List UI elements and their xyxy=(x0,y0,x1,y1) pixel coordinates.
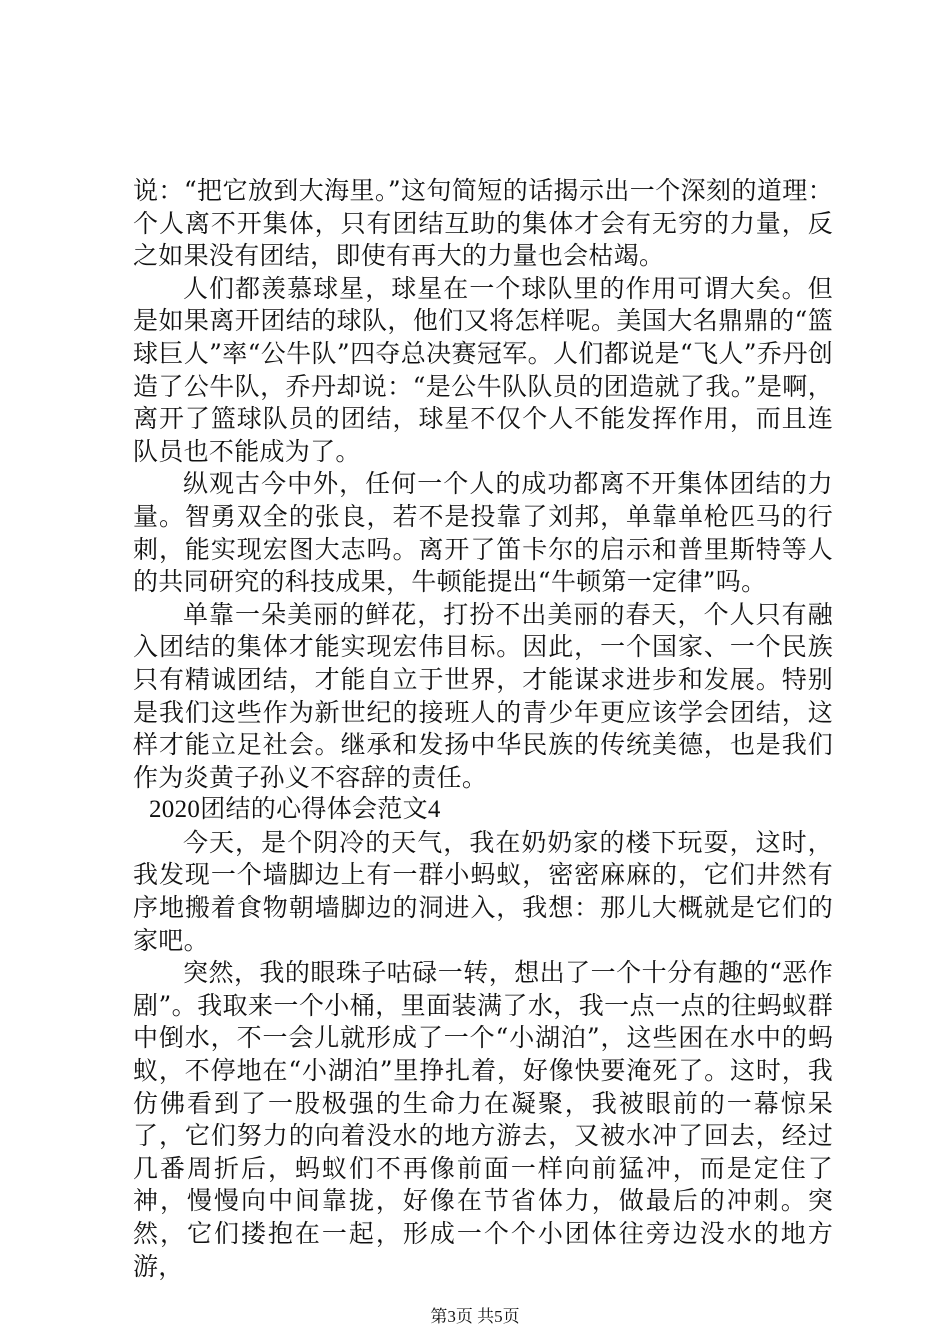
paragraph-conclusion: 单靠一朵美丽的鲜花，打扮不出美丽的春天，个人只有融入团结的集体才能实现宏伟目标。因此，一个国家、一个民族只有精诚团结，才能自立于世界，才能谋求进步和发展。特别是我们这些作为新世纪的接班人的青少年更应该学会团结，这样才能立足社会。继承和发扬中华民族的传统美德，也是我们作为炎黄子孙义不容辞的责任。 xyxy=(133,599,833,792)
paragraph-ants-intro: 今天，是个阴冷的天气，我在奶奶家的楼下玩耍，这时，我发现一个墙脚边上有一群小蚂蚁，密密麻麻的，它们井然有序地搬着食物朝墙脚边的洞进入，我想：那儿大概就是它们的家吧。 xyxy=(133,827,833,955)
paragraph-ants-story: 突然，我的眼珠子咕碌一转，想出了一个十分有趣的“恶作剧”。我取来一个小桶，里面装满了水，我一点一点的往蚂蚁群中倒水，不一会儿就形成了一个“小湖泊”，这些困在水中的蚂蚁，不停地在“小湖泊”里挣扎着，好像快要淹死了。这时，我仿佛看到了一股极强的生命力在凝聚，我被眼前的一幕惊呆了，它们努力的向着没水的地方游去，又被水冲了回去，经过几番周折后，蚂蚁们不再像前面一样向前猛冲，而是定住了神，慢慢向中间靠拢，好像在节省体力，做最后的冲刺。突然，它们搂抱在一起，形成一个个小团体往旁边没水的地方游， xyxy=(133,958,833,1281)
document-body xyxy=(133,175,833,1283)
paragraph-basketball: 人们都羡慕球星，球星在一个球队里的作用可谓大矣。但是如果离开团结的球队，他们又将怎样呢。美国大名鼎鼎的“篮球巨人”率“公牛队”四夺总决赛冠军。人们都说是“飞人”乔丹创造了公牛队，乔丹却说：“是公牛队队员的团造就了我。”是啊，离开了篮球队员的团结，球星不仅个人不能发挥作用，而且连队员也不能成为了。 xyxy=(133,273,833,466)
section-heading: 2020团结的心得体会范文4 xyxy=(149,796,441,824)
page-footer: 第3页 共5页 xyxy=(430,1307,520,1326)
paragraph-continuation: 说：“把它放到大海里。”这句简短的话揭示出一个深刻的道理：个人离不开集体，只有团结互助的集体才会有无穷的力量，反之如果没有团结，即使有再大的力量也会枯竭。 xyxy=(133,176,833,271)
paragraph-history: 纵观古今中外，任何一个人的成功都离不开集体团结的力量。智勇双全的张良，若不是投靠了刘邦，单靠单枪匹马的行刺，能实现宏图大志吗。离开了笛卡尔的启示和普里斯特等人的共同研究的科技成果，牛顿能提出“牛顿第一定律”吗。 xyxy=(133,469,833,597)
